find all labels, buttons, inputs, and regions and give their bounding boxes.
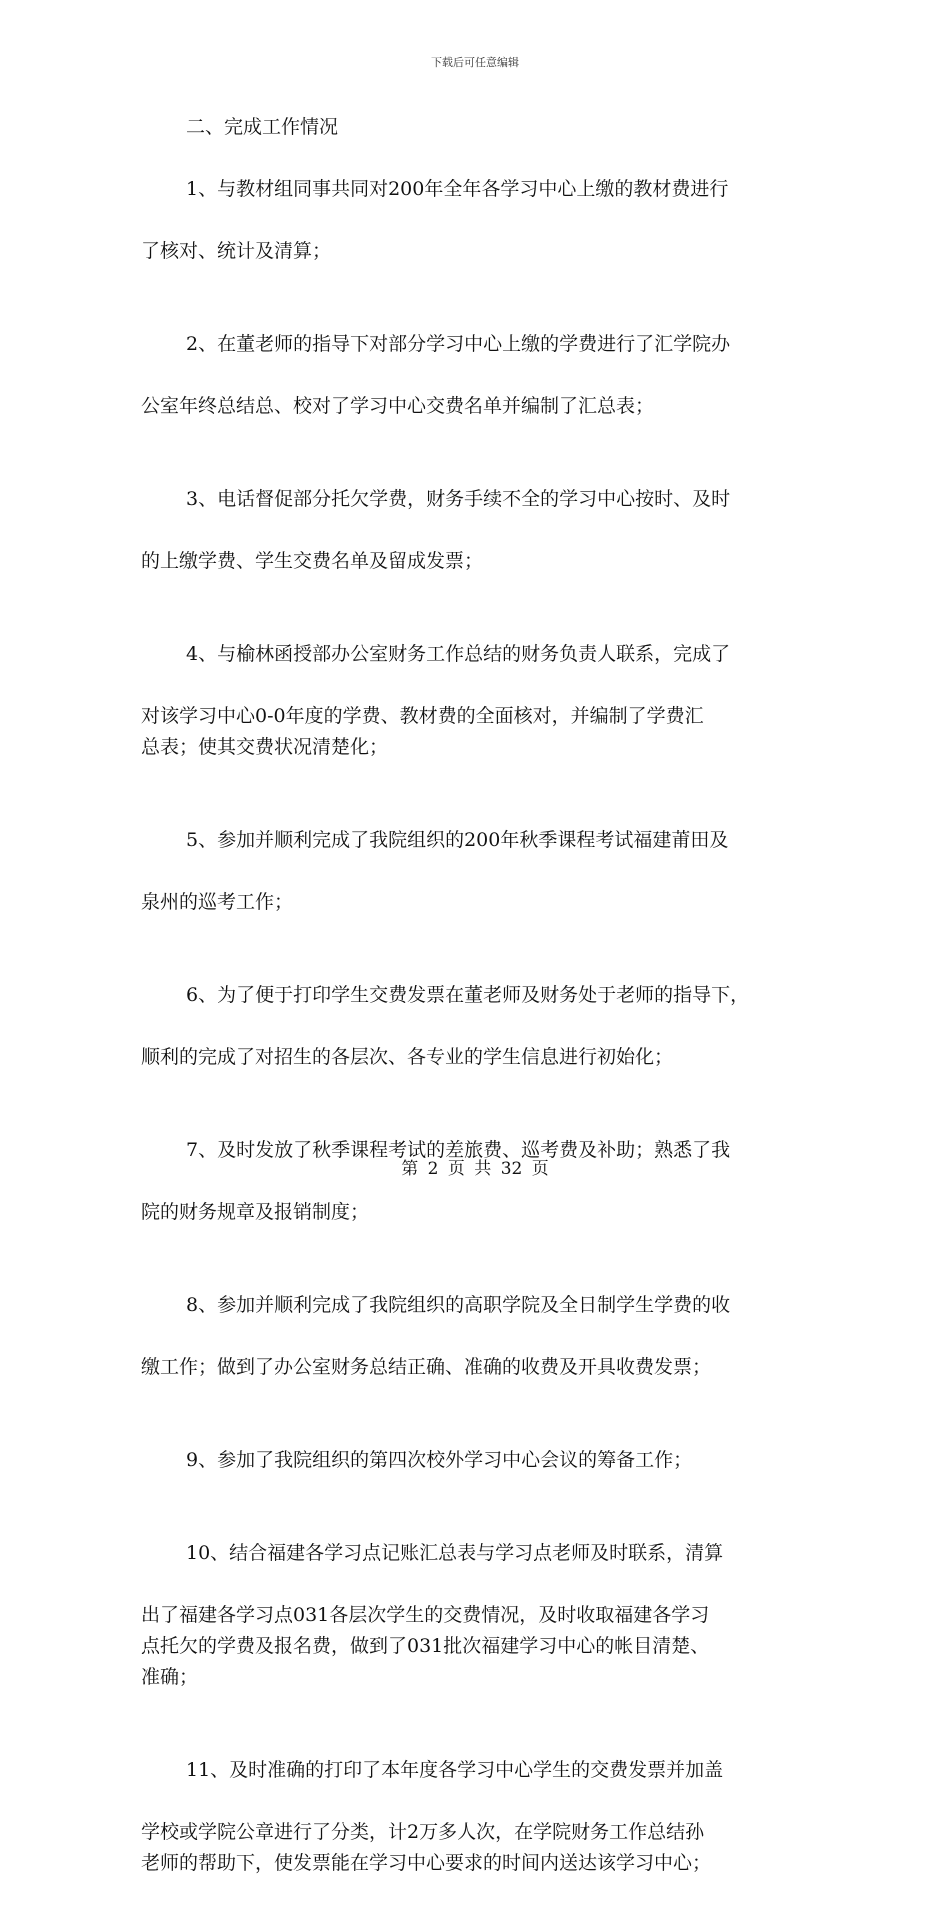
paragraph-9 bbox=[141, 1414, 809, 1507]
paragraph-11-rest: 学校或学院公章进行了分类，计2万多人次，在学院财务工作总结孙 老师的帮助下，使发票能在学习中心要求的时间内送达该学习中心； bbox=[141, 1821, 712, 1874]
paragraph-10-rest: 出了福建各学习点031各层次学生的交费情况，及时收取福建各学习 点托欠的学费及报名费，做到了031批次福建学习中心的帐目清楚、 准确； bbox=[141, 1604, 710, 1688]
paragraph-4-first-line: 4、与榆林函授部办公室财务工作总结的财务负责人联系，完成了 bbox=[186, 643, 731, 665]
paragraph-8-rest: 缴工作；做到了办公室财务总结正确、准确的收费及开具收费发票； bbox=[141, 1356, 712, 1378]
paragraph-4-rest: 对该学习中心0-0年度的学费、教材费的全面核对，并编制了学费汇 总表；使其交费状况清楚化； bbox=[141, 705, 704, 758]
paragraph-1-rest: 了核对、统计及清算； bbox=[141, 240, 332, 262]
paragraph-1-first-line: 1、与教材组同事共同对200年全年各学习中心上缴的教材费进行 bbox=[186, 178, 729, 200]
paragraph-7-rest: 院的财务规章及报销制度； bbox=[141, 1201, 370, 1223]
paragraph-5-first-line: 5、参加并顺利完成了我院组织的200年秋季课程考试福建莆田及 bbox=[186, 829, 729, 851]
paragraph-6-rest: 顺利的完成了对招生的各层次、各专业的学生信息进行初始化； bbox=[141, 1046, 674, 1068]
paragraph-5-rest: 泉州的巡考工作； bbox=[141, 891, 294, 913]
page-number-footer: 第 2 页 共 32 页 bbox=[401, 1159, 549, 1179]
paragraph-2 bbox=[141, 298, 809, 453]
paragraph-10 bbox=[141, 1507, 809, 1724]
paragraph-10-first-line: 10、结合福建各学习点记账汇总表与学习点老师及时联系，清算 bbox=[186, 1542, 724, 1564]
paragraph-3-first-line: 3、电话督促部分托欠学费，财务手续不全的学习中心按时、及时 bbox=[186, 488, 731, 510]
paragraph-6 bbox=[141, 949, 809, 1104]
paragraph-5 bbox=[141, 794, 809, 949]
paragraph-8 bbox=[141, 1259, 809, 1414]
paragraph-2-first-line: 2、在董老师的指导下对部分学习中心上缴的学费进行了汇学院办 bbox=[186, 333, 731, 355]
paragraph-2-rest: 公室年终总结总、校对了学习中心交费名单并编制了汇总表； bbox=[141, 395, 655, 417]
paragraph-9-first-line: 9、参加了我院组织的第四次校外学习中心会议的筹备工作； bbox=[186, 1449, 693, 1471]
paragraph-11-first-line: 11、及时准确的打印了本年度各学习中心学生的交费发票并加盖 bbox=[186, 1759, 724, 1781]
page-header: 下载后可任意编辑 bbox=[431, 56, 519, 69]
paragraph-6-first-line: 6、为了便于打印学生交费发票在董老师及财务处于老师的指导下， bbox=[186, 984, 750, 1006]
paragraph-8-first-line: 8、参加并顺利完成了我院组织的高职学院及全日制学生学费的收 bbox=[186, 1294, 731, 1316]
paragraph-4 bbox=[141, 608, 809, 794]
paragraph-3 bbox=[141, 453, 809, 608]
document-body bbox=[141, 112, 809, 1910]
paragraph-3-rest: 的上缴学费、学生交费名单及留成发票； bbox=[141, 550, 484, 572]
paragraph-1 bbox=[141, 143, 809, 298]
paragraph-7 bbox=[141, 1104, 809, 1259]
paragraph-7-first-line: 7、及时发放了秋季课程考试的差旅费、巡考费及补助；熟悉了我 bbox=[186, 1139, 731, 1161]
section-title: 二、完成工作情况 bbox=[186, 116, 339, 138]
paragraph-11 bbox=[141, 1724, 809, 1910]
